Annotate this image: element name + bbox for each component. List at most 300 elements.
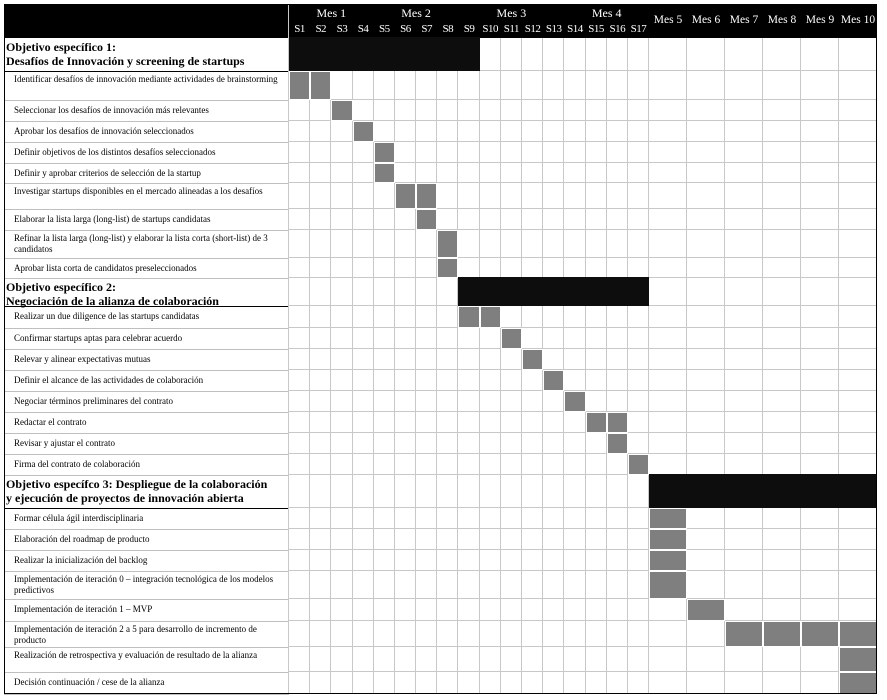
task-label: Implementación de iteración 0 – integración tecnológica de los modelos predictivos <box>14 574 274 595</box>
grid-cell <box>501 163 522 183</box>
grid-cell <box>649 349 687 370</box>
grid-cell <box>353 349 374 370</box>
grid-cell <box>374 599 395 621</box>
grid-cell <box>649 672 687 694</box>
grid-cell <box>501 475 522 508</box>
grid-cell <box>416 454 437 475</box>
grid-cell <box>586 529 607 550</box>
task-bar <box>687 599 725 621</box>
grid-cell <box>607 100 628 121</box>
grid-cell <box>649 230 687 258</box>
task-label: Decisión continuación / cese de la alianza <box>14 677 165 687</box>
task-bar <box>501 328 522 349</box>
grid-cell <box>374 475 395 508</box>
grid-cell <box>564 433 585 454</box>
grid-cell <box>480 508 501 529</box>
grid-cell <box>763 391 801 412</box>
grid-cell <box>564 163 585 183</box>
grid-cell <box>763 183 801 209</box>
grid-cell <box>289 412 310 433</box>
task-bar <box>628 454 649 475</box>
grid-cell <box>725 454 763 475</box>
grid-cell <box>839 163 877 183</box>
grid-cell <box>437 370 458 391</box>
grid-cell <box>801 412 839 433</box>
grid-cell <box>725 571 763 599</box>
grid-cell <box>522 370 543 391</box>
grid-cell <box>374 100 395 121</box>
grid-cell <box>458 209 479 230</box>
grid-cell <box>374 230 395 258</box>
grid-cell <box>763 71 801 100</box>
grid-cell <box>801 278 839 306</box>
grid-cell <box>480 349 501 370</box>
grid-cell <box>586 550 607 571</box>
grid-cell <box>607 209 628 230</box>
grid-cell <box>725 433 763 454</box>
objective-heading <box>6 477 286 505</box>
grid-cell <box>725 121 763 142</box>
grid-cell <box>543 328 564 349</box>
grid-cell <box>458 529 479 550</box>
grid-cell <box>801 230 839 258</box>
grid-cell <box>480 370 501 391</box>
grid-cell <box>501 454 522 475</box>
grid-cell <box>289 209 310 230</box>
grid-cell <box>437 142 458 163</box>
grid-cell <box>586 209 607 230</box>
grid-cell <box>586 38 607 71</box>
grid-cell <box>331 370 352 391</box>
grid-cell <box>586 647 607 672</box>
objective-heading-line: Objetivo específco 3: Despliegue de la colaboración <box>6 477 268 491</box>
grid-cell <box>607 349 628 370</box>
grid-cell <box>522 183 543 209</box>
grid-cell <box>353 433 374 454</box>
grid-cell <box>310 647 331 672</box>
grid-cell <box>522 433 543 454</box>
grid-cell <box>480 550 501 571</box>
grid-cell <box>607 599 628 621</box>
header-week-label: S6 <box>400 23 411 35</box>
grid-cell <box>289 391 310 412</box>
task-bar <box>564 391 585 412</box>
grid-cell <box>801 454 839 475</box>
grid-cell <box>480 209 501 230</box>
grid-cell <box>437 183 458 209</box>
grid-cell <box>395 621 416 647</box>
grid-cell <box>522 121 543 142</box>
grid-cell <box>437 475 458 508</box>
grid-cell <box>649 370 687 391</box>
grid-cell <box>289 550 310 571</box>
task-label: Elaborar la lista larga (long-list) de startups candidatas <box>14 214 211 224</box>
grid-cell <box>310 370 331 391</box>
header-month-label: Mes 6 <box>691 14 721 26</box>
grid-cell <box>501 370 522 391</box>
grid-cell <box>289 230 310 258</box>
task-label: Firma del contrato de colaboración <box>14 459 140 469</box>
grid-cell <box>501 433 522 454</box>
grid-cell <box>628 475 649 508</box>
task-bar <box>839 672 877 694</box>
grid-cell <box>725 508 763 529</box>
grid-cell <box>395 100 416 121</box>
grid-cell <box>564 529 585 550</box>
grid-cell <box>522 475 543 508</box>
grid-cell <box>763 672 801 694</box>
grid-cell <box>395 306 416 328</box>
grid-cell <box>501 258 522 278</box>
grid-cell <box>395 672 416 694</box>
grid-cell <box>416 349 437 370</box>
grid-cell <box>687 391 725 412</box>
grid-cell <box>628 508 649 529</box>
task-bar <box>607 433 628 454</box>
grid-cell <box>437 550 458 571</box>
grid-cell <box>607 258 628 278</box>
grid-cell <box>395 230 416 258</box>
grid-cell <box>522 209 543 230</box>
grid-cell <box>543 647 564 672</box>
grid-cell <box>480 142 501 163</box>
grid-cell <box>763 328 801 349</box>
task-label: Definir objetivos de los distintos desafíos seleccionados <box>14 147 216 157</box>
grid-cell <box>763 412 801 433</box>
grid-cell <box>763 209 801 230</box>
row-divider <box>4 647 289 648</box>
grid-cell <box>501 647 522 672</box>
label-column-border <box>288 4 289 694</box>
row-divider <box>4 163 289 164</box>
grid-cell <box>501 142 522 163</box>
task-label: Seleccionar los desafíos de innovación más relevantes <box>14 105 209 115</box>
grid-cell <box>353 672 374 694</box>
grid-cell <box>564 621 585 647</box>
grid-cell <box>801 672 839 694</box>
grid-cell <box>331 599 352 621</box>
grid-cell <box>725 370 763 391</box>
grid-cell <box>458 647 479 672</box>
grid-cell <box>801 529 839 550</box>
grid-cell <box>416 475 437 508</box>
grid-cell <box>289 349 310 370</box>
grid-cell <box>543 599 564 621</box>
grid-cell <box>628 163 649 183</box>
grid-cell <box>628 550 649 571</box>
grid-cell <box>289 100 310 121</box>
grid-cell <box>331 672 352 694</box>
grid-cell <box>416 142 437 163</box>
row-divider <box>4 328 289 329</box>
grid-cell <box>543 391 564 412</box>
objective-heading-line: Negociación de la alianza de colaboración <box>6 294 219 308</box>
grid-cell <box>725 38 763 71</box>
grid-cell <box>353 306 374 328</box>
grid-cell <box>586 100 607 121</box>
grid-cell <box>839 306 877 328</box>
grid-cell <box>437 349 458 370</box>
grid-cell <box>395 550 416 571</box>
grid-cell <box>395 454 416 475</box>
grid-cell <box>416 412 437 433</box>
grid-cell <box>501 550 522 571</box>
grid-cell <box>310 412 331 433</box>
grid-cell <box>687 412 725 433</box>
grid-cell <box>501 349 522 370</box>
grid-cell <box>801 183 839 209</box>
grid-cell <box>839 599 877 621</box>
grid-cell <box>480 183 501 209</box>
grid-cell <box>607 550 628 571</box>
task-label: Realizar un due diligence de las startups candidatas <box>14 311 200 321</box>
grid-cell <box>586 475 607 508</box>
header-week-label: S3 <box>336 23 348 35</box>
grid-cell <box>522 100 543 121</box>
grid-cell <box>649 412 687 433</box>
grid-cell <box>564 475 585 508</box>
grid-cell <box>289 370 310 391</box>
grid-cell <box>353 621 374 647</box>
grid-cell <box>586 328 607 349</box>
grid-cell <box>564 209 585 230</box>
grid-cell <box>289 142 310 163</box>
grid-cell <box>437 71 458 100</box>
grid-cell <box>687 183 725 209</box>
grid-cell <box>801 121 839 142</box>
grid-cell <box>586 142 607 163</box>
grid-cell <box>416 433 437 454</box>
grid-cell <box>801 258 839 278</box>
task-label: Negociar términos preliminares del contrato <box>14 396 173 406</box>
row-divider <box>4 258 289 259</box>
objective-heading-line: y ejecución de proyectos de innovación abierta <box>6 491 244 505</box>
grid-cell <box>374 412 395 433</box>
grid-cell <box>331 412 352 433</box>
grid-cell <box>416 529 437 550</box>
grid-cell <box>564 183 585 209</box>
grid-cell <box>839 349 877 370</box>
grid-cell <box>628 647 649 672</box>
grid-cell <box>353 571 374 599</box>
grid-cell <box>310 672 331 694</box>
grid-cell <box>543 230 564 258</box>
grid-cell <box>649 258 687 278</box>
grid-cell <box>687 71 725 100</box>
grid-cell <box>543 550 564 571</box>
grid-cell <box>310 100 331 121</box>
grid-cell <box>607 183 628 209</box>
grid-cell <box>353 278 374 306</box>
grid-cell <box>522 258 543 278</box>
task-label: Investigar startups disponibles en el mercado alineadas a los desafíos <box>14 186 263 196</box>
grid-cell <box>480 258 501 278</box>
grid-cell <box>649 433 687 454</box>
grid-cell <box>522 529 543 550</box>
grid-cell <box>310 258 331 278</box>
grid-cell <box>725 391 763 412</box>
grid-cell <box>564 550 585 571</box>
grid-cell <box>801 370 839 391</box>
grid-cell <box>649 38 687 71</box>
grid-cell <box>310 278 331 306</box>
row-divider <box>4 230 289 231</box>
grid-cell <box>687 454 725 475</box>
grid-cell <box>586 571 607 599</box>
row-divider <box>4 433 289 434</box>
grid-cell <box>649 647 687 672</box>
grid-cell <box>331 349 352 370</box>
grid-cell <box>725 599 763 621</box>
grid-cell <box>543 349 564 370</box>
grid-cell <box>628 433 649 454</box>
grid-cell <box>586 183 607 209</box>
grid-cell <box>331 328 352 349</box>
grid-cell <box>522 38 543 71</box>
grid-cell <box>331 142 352 163</box>
grid-cell <box>437 328 458 349</box>
grid-cell <box>395 121 416 142</box>
grid-cell <box>839 183 877 209</box>
grid-cell <box>586 621 607 647</box>
grid-cell <box>763 433 801 454</box>
grid-cell <box>310 121 331 142</box>
row-divider <box>4 694 289 695</box>
grid-cell <box>331 508 352 529</box>
grid-cell <box>564 599 585 621</box>
grid-cell <box>687 370 725 391</box>
grid-cell <box>543 529 564 550</box>
grid-cell <box>628 529 649 550</box>
grid-cell <box>353 100 374 121</box>
grid-cell <box>289 672 310 694</box>
grid-cell <box>437 412 458 433</box>
task-bar <box>649 508 687 529</box>
grid-cell <box>628 412 649 433</box>
grid-cell <box>395 370 416 391</box>
grid-cell <box>374 647 395 672</box>
task-bar <box>374 142 395 163</box>
grid-cell <box>564 454 585 475</box>
grid-cell <box>480 412 501 433</box>
grid-cell <box>628 306 649 328</box>
grid-cell <box>586 71 607 100</box>
row-divider <box>4 209 289 210</box>
grid-cell <box>763 163 801 183</box>
header-week-label: S15 <box>588 23 604 35</box>
grid-cell <box>839 550 877 571</box>
grid-cell <box>628 183 649 209</box>
grid-cell <box>458 230 479 258</box>
grid-cell <box>480 454 501 475</box>
grid-cell <box>416 100 437 121</box>
task-bar <box>416 183 437 209</box>
grid-cell <box>586 258 607 278</box>
grid-cell <box>437 672 458 694</box>
grid-cell <box>586 163 607 183</box>
grid-cell <box>763 508 801 529</box>
grid-cell <box>501 412 522 433</box>
grid-cell <box>628 391 649 412</box>
grid-cell <box>458 100 479 121</box>
grid-cell <box>522 647 543 672</box>
grid-cell <box>649 100 687 121</box>
grid-cell <box>480 328 501 349</box>
grid-cell <box>763 349 801 370</box>
grid-cell <box>687 121 725 142</box>
grid-cell <box>839 571 877 599</box>
grid-cell <box>543 412 564 433</box>
grid-cell <box>543 209 564 230</box>
grid-cell <box>395 278 416 306</box>
grid-cell <box>607 328 628 349</box>
grid-cell <box>310 306 331 328</box>
row-divider <box>4 412 289 413</box>
grid-cell <box>458 433 479 454</box>
grid-cell <box>437 647 458 672</box>
task-bar <box>310 71 331 100</box>
grid-cell <box>607 672 628 694</box>
grid-cell <box>374 209 395 230</box>
grid-cell <box>687 100 725 121</box>
grid-cell <box>607 142 628 163</box>
grid-cell <box>649 599 687 621</box>
grid-cell <box>801 433 839 454</box>
grid-cell <box>458 412 479 433</box>
grid-cell <box>458 391 479 412</box>
grid-cell <box>501 529 522 550</box>
grid-cell <box>395 571 416 599</box>
task-label: Aprobar los desafíos de innovación seleccionados <box>14 126 194 136</box>
row-divider <box>4 100 289 101</box>
grid-cell <box>395 71 416 100</box>
grid-cell <box>289 258 310 278</box>
grid-cell <box>458 258 479 278</box>
grid-cell <box>649 328 687 349</box>
grid-cell <box>839 328 877 349</box>
grid-cell <box>331 306 352 328</box>
grid-cell <box>437 529 458 550</box>
grid-cell <box>310 599 331 621</box>
grid-cell <box>725 672 763 694</box>
grid-cell <box>687 508 725 529</box>
grid-cell <box>289 475 310 508</box>
grid-cell <box>310 550 331 571</box>
grid-cell <box>839 454 877 475</box>
header-month-label: Mes 7 <box>729 14 759 26</box>
grid-cell <box>586 672 607 694</box>
grid-cell <box>543 183 564 209</box>
grid-cell <box>586 391 607 412</box>
grid-cell <box>839 433 877 454</box>
grid-cell <box>501 121 522 142</box>
grid-cell <box>416 121 437 142</box>
grid-cell <box>839 230 877 258</box>
grid-cell <box>480 599 501 621</box>
grid-cell <box>725 209 763 230</box>
task-bar <box>763 621 801 647</box>
grid-cell <box>687 349 725 370</box>
grid-cell <box>628 209 649 230</box>
grid-cell <box>607 230 628 258</box>
task-bar <box>374 163 395 183</box>
grid-cell <box>353 454 374 475</box>
grid-cell <box>522 412 543 433</box>
grid-cell <box>763 454 801 475</box>
header-month-label: Mes 10 <box>840 14 876 26</box>
grid-cell <box>801 647 839 672</box>
grid-cell <box>628 38 649 71</box>
